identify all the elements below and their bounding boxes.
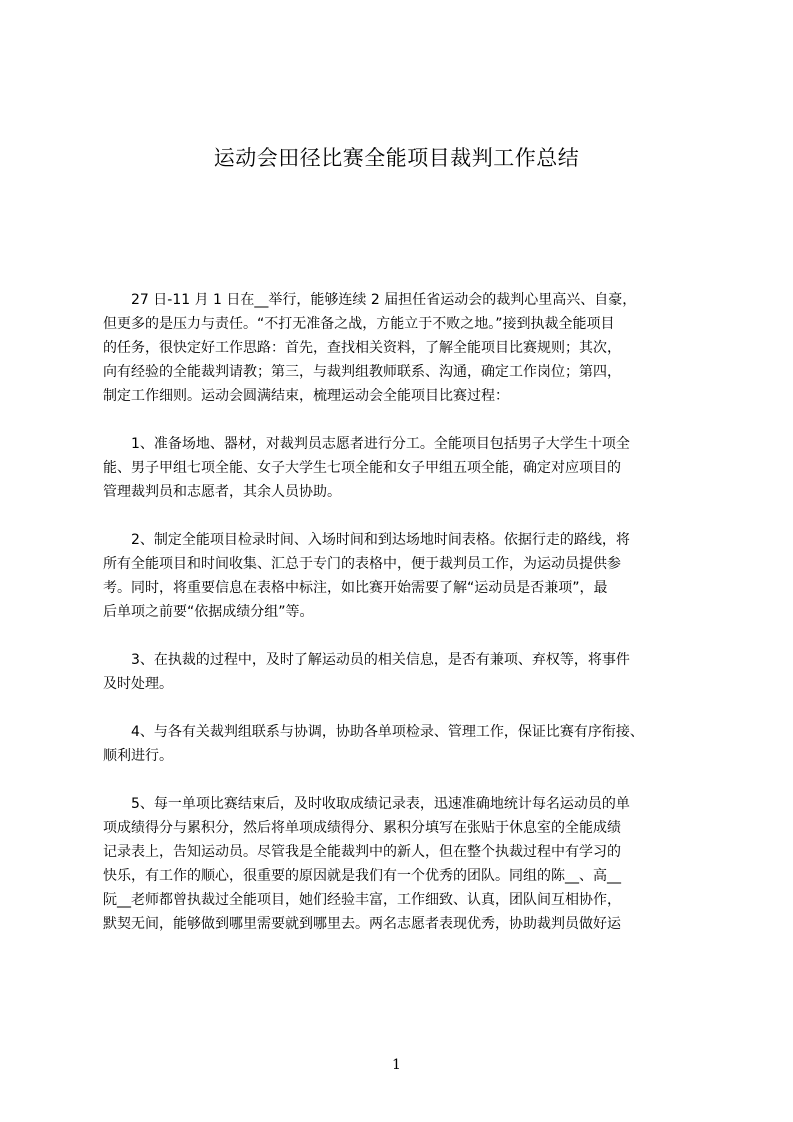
paragraph-line: 记录表上，告知运动员。尽管我是全能裁判中的新人，但在整个执裁过程中有学习的: [103, 844, 621, 860]
paragraph-item-2: [103, 528, 713, 624]
paragraph-line: 快乐，有工作的顺心，很重要的原因就是我们有一个优秀的团队。同组的陈__、高__: [103, 868, 621, 884]
paragraph-line: 但更多的是压力与责任。“不打无准备之战，方能立于不败之地。”接到执裁全能项目: [103, 316, 615, 332]
paragraph-item-4: [103, 720, 713, 768]
paragraph-line: 1、准备场地、器材，对裁判员志愿者进行分工。全能项目包括男子大学生十项全: [103, 436, 630, 452]
paragraph-line: 的任务，很快定好工作思路：首先，查找相关资料，了解全能项目比赛规则；其次，: [103, 340, 621, 356]
paragraph-line: 5、每一单项比赛结束后，及时收取成绩记录表，迅速准确地统计每名运动员的单: [103, 796, 630, 812]
paragraph-line: 所有全能项目和时间收集、汇总于专门的表格中，便于裁判员工作，为运动员提供参: [103, 556, 621, 572]
paragraph-spacer: [103, 696, 713, 720]
document-title: 运动会田径比赛全能项目裁判工作总结: [213, 146, 580, 170]
paragraph-line: 考。同时，将重要信息在表格中标注，如比赛开始需要了解“运动员是否兼项”，最: [103, 580, 608, 596]
paragraph-line: 默契无间，能够做到哪里需要就到哪里去。两名志愿者表现优秀，协助裁判员做好运: [103, 916, 621, 932]
paragraph-line: 顺利进行。: [103, 748, 173, 764]
paragraph-intro: [103, 288, 713, 408]
paragraph-line: 及时处理。: [103, 676, 173, 692]
page-number: 1: [392, 1057, 401, 1073]
paragraph-spacer: [103, 624, 713, 648]
paragraph-item-1: [103, 432, 713, 504]
paragraph-line: 4、与各有关裁判组联系与协调，协助各单项检录、管理工作，保证比赛有序衔接、: [103, 724, 644, 740]
paragraph-line: 向有经验的全能裁判请教；第三，与裁判组教师联系、沟通，确定工作岗位；第四，: [103, 364, 621, 380]
paragraph-spacer: [103, 768, 713, 792]
paragraph-line: 3、在执裁的过程中，及时了解运动员的相关信息，是否有兼项、弃权等，将事件: [103, 652, 630, 668]
document-body: [103, 288, 713, 936]
paragraph-spacer: [103, 504, 713, 528]
paragraph-line: 项成绩得分与累积分，然后将单项成绩得分、累积分填写在张贴于休息室的全能成绩: [103, 820, 621, 836]
paragraph-line: 阮__老师都曾执裁过全能项目，她们经验丰富，工作细致、认真，团队间互相协作，: [103, 892, 621, 908]
paragraph-line: 制定工作细则。运动会圆满结束，梳理运动会全能项目比赛过程：: [103, 388, 509, 404]
paragraph-line: 27 日-11 月 1 日在__举行，能够连续 2 届担任省运动会的裁判心里高兴、自豪，: [103, 292, 637, 308]
paragraph-spacer: [103, 408, 713, 432]
paragraph-item-3: [103, 648, 713, 696]
paragraph-item-5: [103, 792, 713, 936]
paragraph-line: 管理裁判员和志愿者，其余人员协助。: [103, 484, 341, 500]
paragraph-line: 2、制定全能项目检录时间、入场时间和到达场地时间表格。依据行走的路线，将: [103, 532, 630, 548]
paragraph-line: 能、男子甲组七项全能、女子大学生七项全能和女子甲组五项全能，确定对应项目的: [103, 460, 621, 476]
paragraph-line: 后单项之前要“依据成绩分组”等。: [103, 604, 314, 620]
